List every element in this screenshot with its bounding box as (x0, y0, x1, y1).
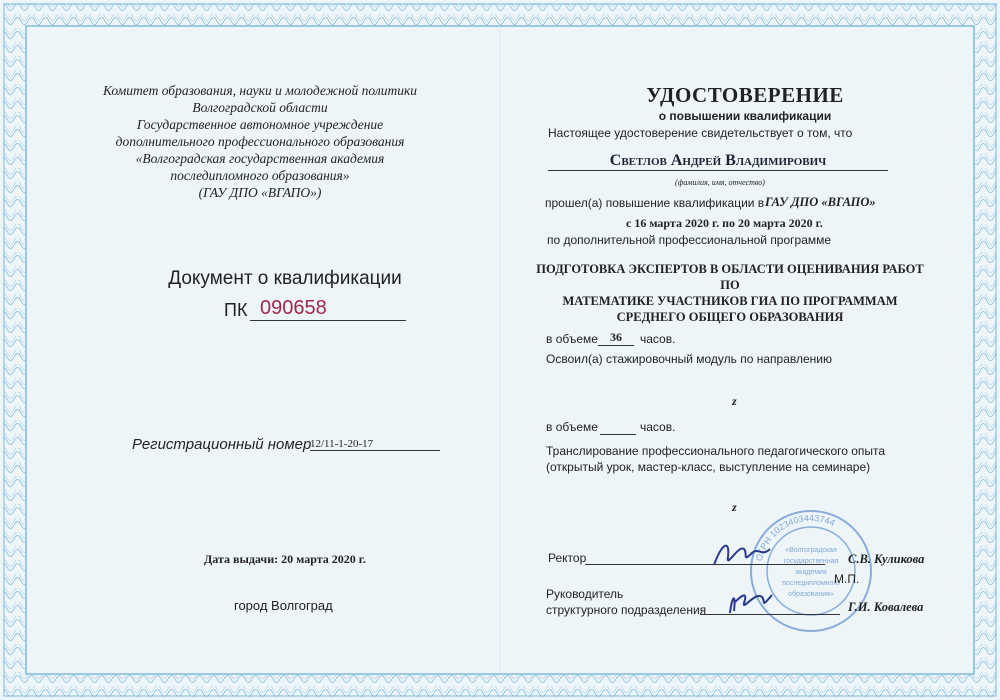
rector-signature (708, 535, 778, 573)
person-name: Светлов Андрей Владимирович (548, 152, 888, 171)
doc-title: Документ о квалификации (168, 268, 402, 289)
doc-series: ПК (224, 300, 248, 320)
head-label: Руководитель (546, 587, 624, 601)
broadcast-line: (открытый урок, мастер-класс, выступление на семинаре) (546, 460, 871, 474)
reg-label: Регистрационный номер (132, 436, 312, 453)
volume2-prefix: в объеме (546, 420, 598, 434)
stamp-line: последипломного (782, 580, 840, 587)
issuer-line: Государственное автономное учреждение (136, 117, 384, 132)
issuer-line: Волгоградской области (192, 100, 328, 115)
program-title (530, 261, 930, 325)
stamp-ring-text: ОГРН 1023403443744 (754, 512, 837, 563)
hours2-suffix: часов. (640, 420, 676, 434)
issuer-line: Комитет образования, науки и молодежной политики (102, 83, 418, 98)
program-line: СРЕДНЕГО ОБЩЕГО ОБРАЗОВАНИЯ (616, 310, 844, 324)
program-line: ПОДГОТОВКА ЭКСПЕРТОВ В ОБЛАСТИ ОЦЕНИВАНИЯ РАБОТ ПО (536, 262, 924, 292)
stamp-line: образования» (788, 591, 834, 598)
cert-intro: Настоящее удостоверение свидетельствует о том, что (548, 126, 853, 140)
mp-mark: М.П. (834, 572, 860, 586)
head-name: Г.И. Ковалева (848, 600, 924, 614)
issuer-line: последипломного образования» (170, 168, 350, 183)
rector-label: Ректор (548, 551, 587, 565)
volume-prefix: в объеме (546, 332, 598, 346)
stamp-line: государственная (783, 558, 839, 565)
issuer-line: дополнительного профессионального образования (115, 134, 405, 149)
module-label: Освоил(а) стажировочный модуль по направлению (546, 352, 833, 366)
z-mark: z (732, 500, 737, 514)
hours-suffix: часов. (640, 332, 676, 346)
hours2-blank (600, 420, 636, 435)
issuer-line: «Волгоградская государственная академия (135, 151, 385, 166)
z-mark: z (732, 394, 737, 408)
cert-title: УДОСТОВЕРЕНИЕ (646, 83, 844, 107)
doc-number: 090658 (250, 297, 406, 321)
name-hint: (фамилия, имя, отчество) (675, 178, 765, 187)
city: город Волгоград (234, 598, 333, 613)
stamp-line: академия (795, 569, 827, 576)
issue-date: Дата выдачи: 20 марта 2020 г. (204, 552, 366, 566)
issuer-block (95, 82, 425, 201)
rector-name: С.В. Куликова (848, 552, 925, 566)
head-signature (722, 585, 778, 619)
passed-label: прошел(а) повышение квалификации в (545, 196, 765, 210)
program-line: МАТЕМАТИКЕ УЧАСТНИКОВ ГИА ПО ПРОГРАММАМ (562, 294, 898, 308)
stamp-line: «Волгоградская (785, 547, 837, 554)
program-label: по дополнительной профессиональной программе (547, 233, 832, 247)
issuer-line: (ГАУ ДПО «ВГАПО») (198, 185, 322, 200)
cert-subtitle: о повышении квалификации (658, 109, 832, 123)
period: с 16 марта 2020 г. по 20 марта 2020 г. (626, 216, 823, 230)
rector-sign-line (585, 564, 825, 565)
broadcast-line: Транслирование профессионального педагогического опыта (546, 444, 886, 458)
reg-number: 12/11-1-20-17 (310, 438, 440, 451)
head-label: структурного подразделения (546, 603, 707, 617)
hours-value: 36 (598, 330, 634, 346)
org-name: ГАУ ДПО «ВГАПО» (765, 195, 876, 209)
